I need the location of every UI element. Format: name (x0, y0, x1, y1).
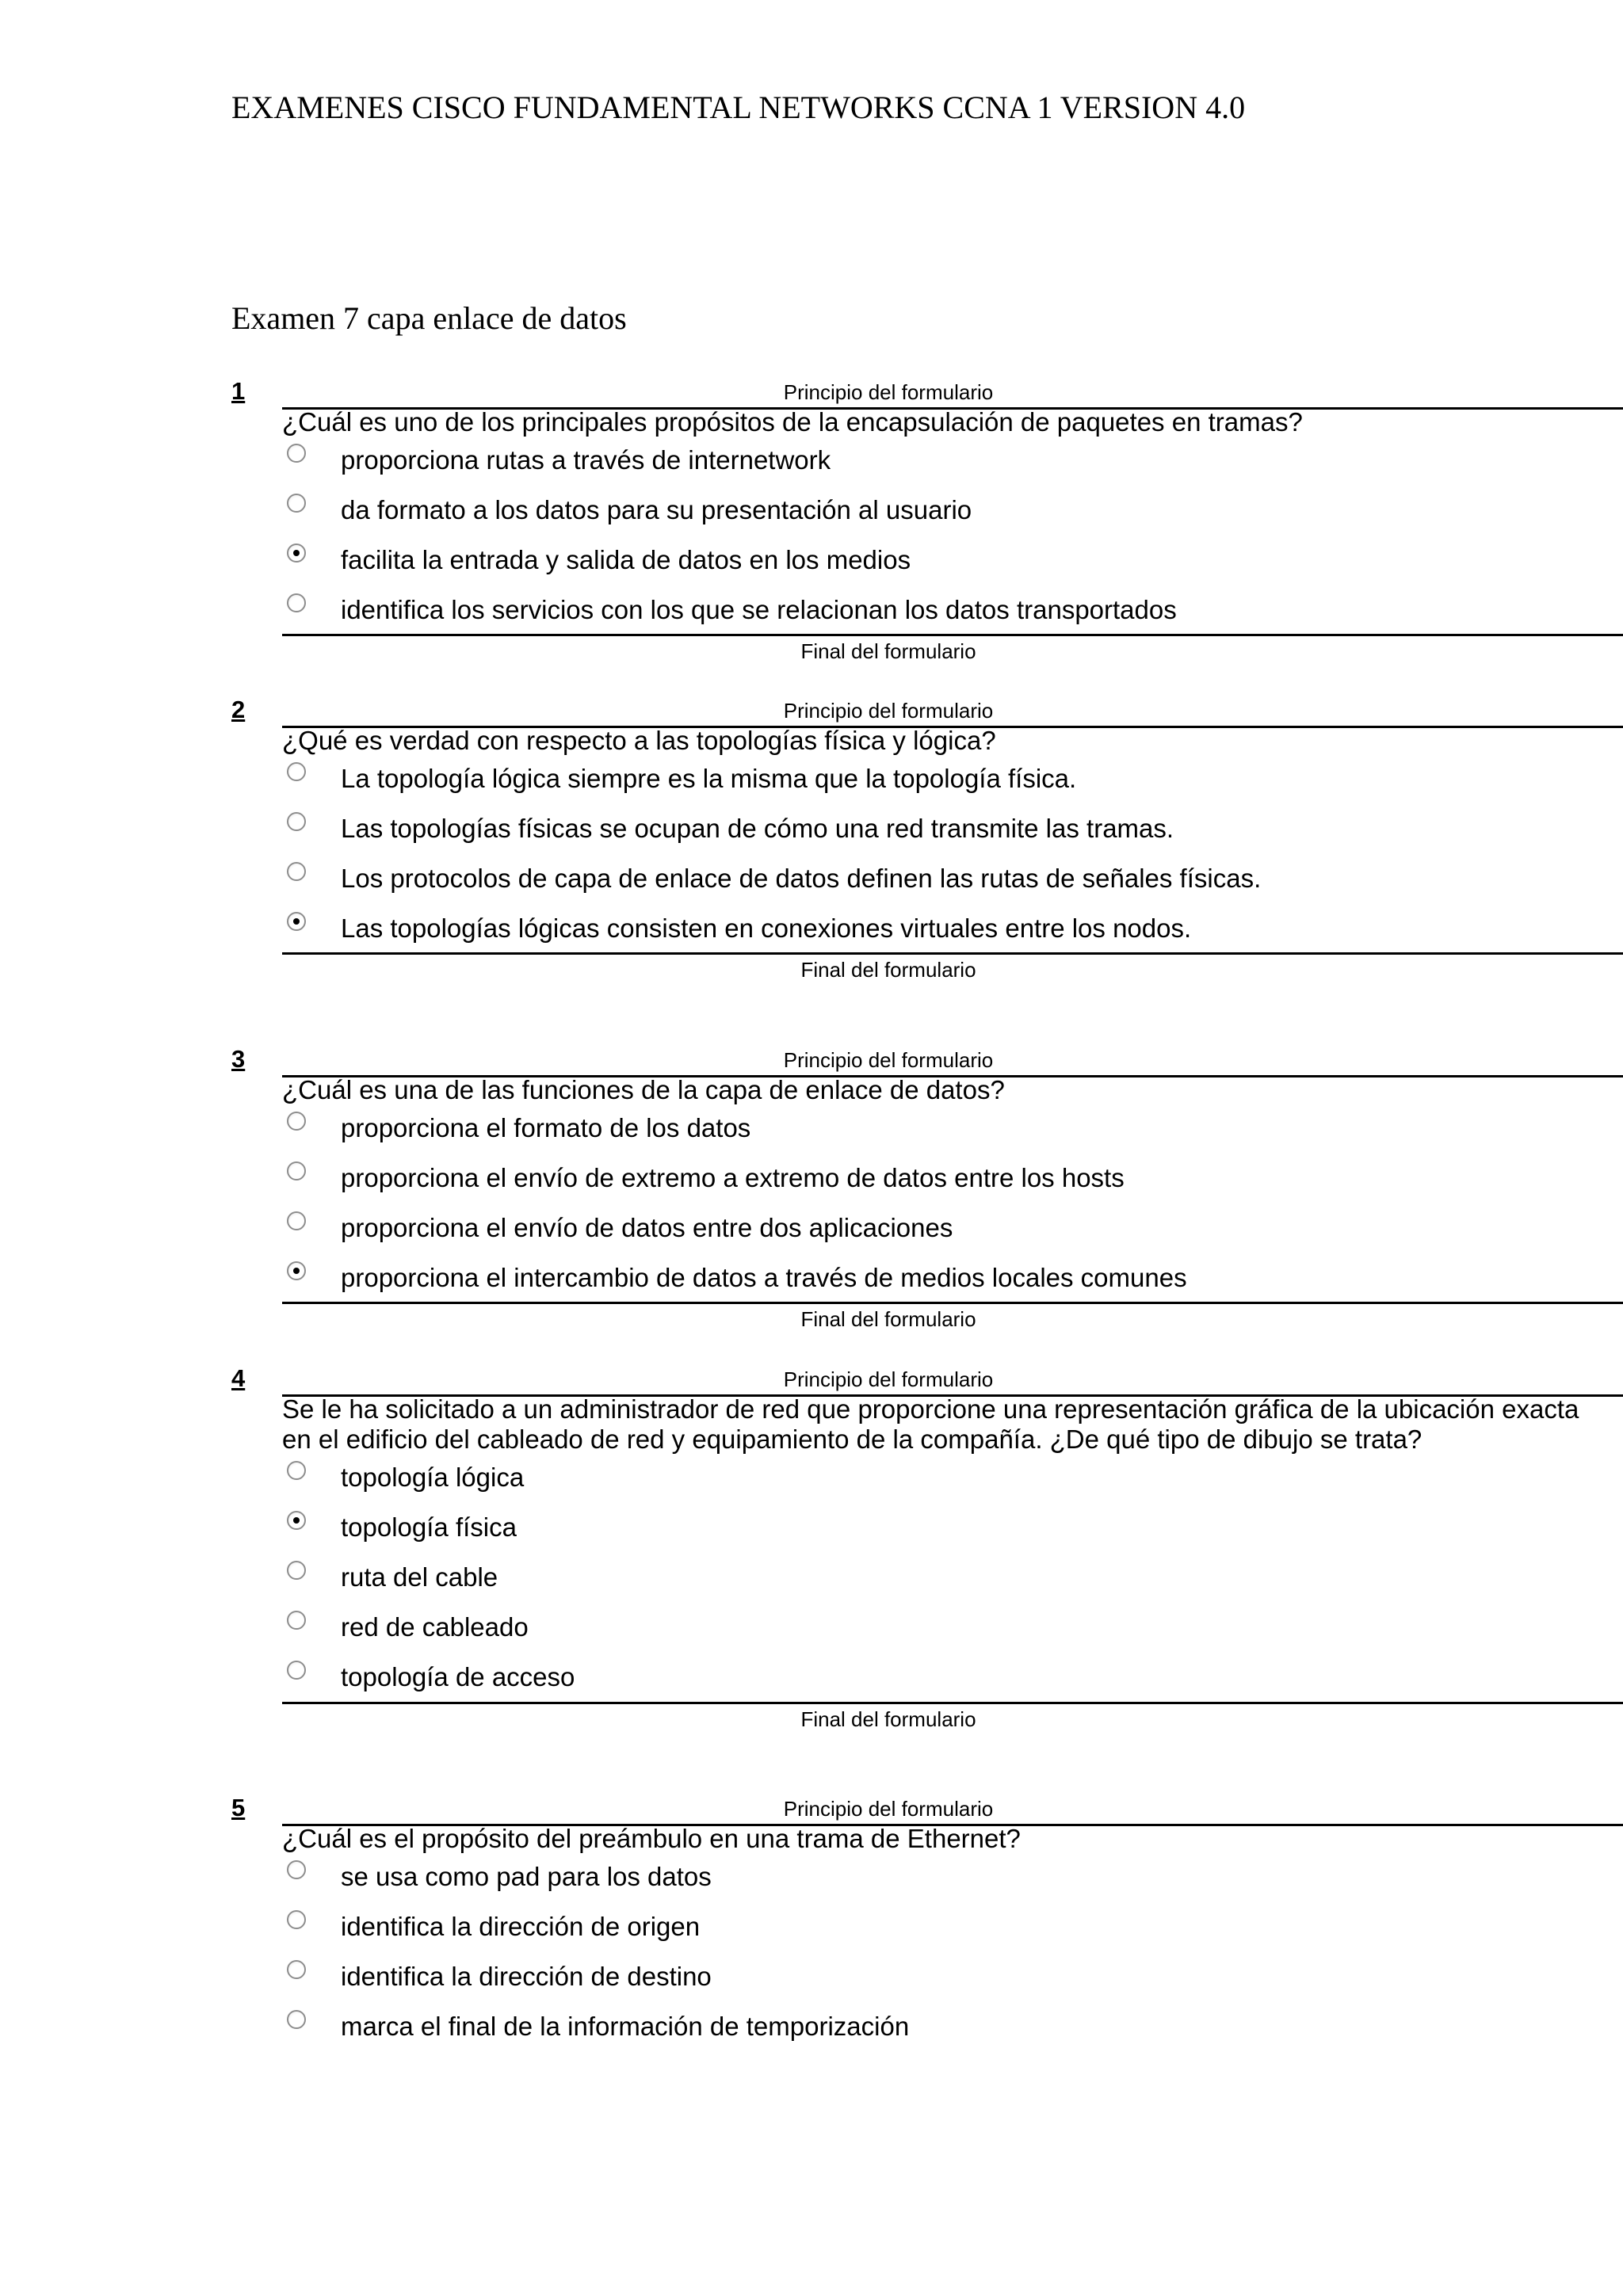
form-start-divider (282, 1795, 1623, 1826)
answer-label: identifica la dirección de destino (341, 1962, 712, 1991)
question-number: 2 (231, 696, 246, 723)
exam-subtitle: Examen 7 capa enlace de datos (231, 300, 627, 336)
radio-button-checked-icon[interactable] (287, 1511, 306, 1530)
answer-options (282, 1859, 1613, 2058)
answer-label: Los protocolos de capa de enlace de datos definen las rutas de señales físicas. (341, 864, 1262, 893)
form-start-divider (282, 697, 1623, 728)
question-number: 5 (231, 1794, 246, 1821)
answer-option[interactable] (282, 1609, 1613, 1659)
radio-button-icon[interactable] (287, 862, 306, 881)
radio-button-icon[interactable] (287, 494, 306, 513)
radio-button-icon[interactable] (287, 1611, 306, 1630)
document-title: EXAMENES CISCO FUNDAMENTAL NETWORKS CCNA 1 VERSION 4.0 (231, 90, 1246, 125)
radio-button-icon[interactable] (287, 1112, 306, 1131)
answer-option[interactable] (282, 1958, 1613, 2008)
answer-label: Las topologías lógicas consisten en conexiones virtuales entre los nodos. (341, 913, 1192, 943)
form-end-divider (282, 634, 1623, 668)
answer-option[interactable] (282, 810, 1613, 860)
form-start-label: Principio del formulario (783, 1797, 994, 1821)
radio-button-icon[interactable] (287, 1211, 306, 1230)
form-start-label: Principio del formulario (783, 699, 994, 723)
radio-button-icon[interactable] (287, 593, 306, 612)
radio-button-icon[interactable] (287, 1161, 306, 1180)
form-start-label: Principio del formulario (783, 1367, 994, 1391)
form-end-divider (282, 1702, 1623, 1736)
question-text: Se le ha solicitado a un administrador de red que proporcione una representación gráfica de la ubicación exacta en el edificio del cableado de red y equipamiento de la compañía. ¿De qué tipo de dibujo se trata? (282, 1394, 1579, 1454)
answer-option[interactable] (282, 1859, 1613, 1909)
answer-option[interactable] (282, 1509, 1613, 1559)
form-end-label: Final del formulario (800, 1307, 976, 1331)
question-text: ¿Cuál es una de las funciones de la capa de enlace de datos? (282, 1075, 1005, 1104)
radio-button-icon[interactable] (287, 1561, 306, 1580)
question-text: ¿Cuál es el propósito del preámbulo en una trama de Ethernet? (282, 1824, 1021, 1853)
question-number: 3 (231, 1045, 246, 1073)
answer-option[interactable] (282, 492, 1613, 542)
answer-option[interactable] (282, 1909, 1613, 1958)
answer-label: topología física (341, 1512, 517, 1542)
answer-label: proporciona el intercambio de datos a través de medios locales comunes (341, 1263, 1187, 1292)
form-end-label: Final del formulario (800, 639, 976, 663)
form-start-divider (282, 1047, 1623, 1077)
answer-label: proporciona el envío de datos entre dos aplicaciones (341, 1213, 953, 1242)
radio-button-icon[interactable] (287, 2010, 306, 2029)
answer-options (282, 442, 1613, 642)
answer-label: topología lógica (341, 1463, 525, 1492)
answer-label: se usa como pad para los datos (341, 1862, 712, 1891)
answer-options (282, 1110, 1613, 1310)
radio-button-icon[interactable] (287, 762, 306, 781)
radio-button-icon[interactable] (287, 1960, 306, 1979)
answer-option[interactable] (282, 542, 1613, 592)
radio-button-checked-icon[interactable] (287, 1261, 306, 1280)
answer-label: identifica la dirección de origen (341, 1912, 701, 1941)
radio-button-icon[interactable] (287, 1461, 306, 1480)
answer-option[interactable] (282, 1210, 1613, 1260)
form-start-divider (282, 1366, 1623, 1397)
answer-label: proporciona el envío de extremo a extremo de datos entre los hosts (341, 1163, 1125, 1192)
answer-option[interactable] (282, 761, 1613, 810)
form-end-label: Final del formulario (800, 958, 976, 982)
question-number: 1 (231, 377, 246, 405)
form-start-label: Principio del formulario (783, 1048, 994, 1072)
answer-label: marca el final de la información de temporización (341, 2012, 910, 2041)
answer-option[interactable] (282, 1110, 1613, 1160)
answer-options (282, 1459, 1613, 1709)
radio-button-icon[interactable] (287, 444, 306, 463)
question-number: 4 (231, 1364, 246, 1392)
answer-label: Las topologías físicas se ocupan de cómo una red transmite las tramas. (341, 814, 1174, 843)
answer-label: La topología lógica siempre es la misma que la topología física. (341, 764, 1077, 793)
answer-option[interactable] (282, 1160, 1613, 1210)
answer-option[interactable] (282, 442, 1613, 492)
form-end-divider (282, 1302, 1623, 1336)
question-text: ¿Cuál es uno de los principales propósitos de la encapsulación de paquetes en tramas? (282, 407, 1303, 437)
answer-option[interactable] (282, 1459, 1613, 1509)
form-start-label: Principio del formulario (783, 380, 994, 404)
radio-button-icon[interactable] (287, 1661, 306, 1680)
radio-button-icon[interactable] (287, 1860, 306, 1879)
form-start-divider (282, 379, 1623, 410)
radio-button-checked-icon[interactable] (287, 543, 306, 563)
answer-label: ruta del cable (341, 1562, 498, 1592)
form-end-label: Final del formulario (800, 1707, 976, 1731)
answer-option[interactable] (282, 860, 1613, 910)
answer-option[interactable] (282, 2008, 1613, 2058)
answer-label: da formato a los datos para su presentación al usuario (341, 495, 972, 524)
form-end-divider (282, 952, 1623, 986)
answer-label: topología de acceso (341, 1662, 575, 1691)
answer-label: facilita la entrada y salida de datos en los medios (341, 545, 911, 574)
answer-label: red de cableado (341, 1612, 529, 1642)
radio-button-checked-icon[interactable] (287, 912, 306, 931)
question-text: ¿Qué es verdad con respecto a las topologías física y lógica? (282, 726, 996, 755)
answer-label: proporciona rutas a través de internetwork (341, 445, 831, 475)
radio-button-icon[interactable] (287, 812, 306, 831)
answer-option[interactable] (282, 1559, 1613, 1609)
answer-label: proporciona el formato de los datos (341, 1113, 751, 1142)
answer-options (282, 761, 1613, 960)
answer-label: identifica los servicios con los que se relacionan los datos transportados (341, 595, 1177, 624)
radio-button-icon[interactable] (287, 1910, 306, 1929)
